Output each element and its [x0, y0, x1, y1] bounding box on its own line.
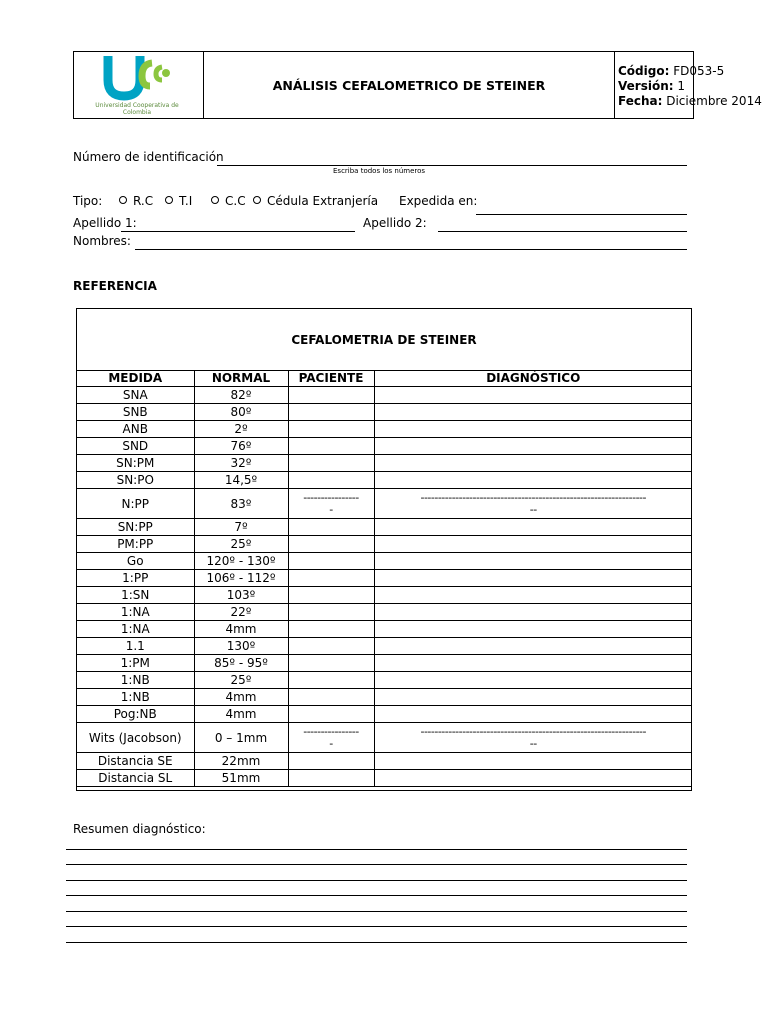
cell-medida: Distancia SE [77, 753, 194, 770]
tipo-label: Tipo: [73, 194, 103, 208]
apellido1-field[interactable] [121, 231, 355, 232]
cell-diagnostico[interactable] [374, 655, 692, 672]
cell-medida: SNB [77, 404, 194, 421]
cell-paciente[interactable] [288, 489, 374, 519]
cell-diagnostico[interactable] [374, 689, 692, 706]
cell-medida: 1:NA [77, 621, 194, 638]
resumen-line[interactable] [66, 849, 687, 850]
cell-paciente[interactable] [288, 689, 374, 706]
col-diagnostico: DIAGNÓSTICO [374, 370, 692, 387]
cell-normal: 120º - 130º [194, 553, 288, 570]
dash-placeholder: ----------------------------------------------------------------- [420, 724, 646, 738]
table-row [77, 638, 692, 655]
document-title: ANÁLISIS CEFALOMETRICO DE STEINER [204, 52, 615, 118]
cell-medida: SN:PM [77, 455, 194, 472]
cell-normal: 85º - 95º [194, 655, 288, 672]
fecha-value: Diciembre 2014 [666, 94, 762, 108]
cell-medida: 1:NA [77, 604, 194, 621]
dash-placeholder: ----------------------------------------------------------------- [420, 490, 646, 504]
table-title: CEFALOMETRIA DE STEINER [77, 309, 691, 371]
logo-cell [74, 52, 204, 118]
dash-placeholder: ---------------- [303, 724, 359, 738]
version-value: 1 [677, 79, 685, 93]
cell-medida: N:PP [77, 489, 194, 519]
table-row [77, 587, 692, 604]
cell-paciente[interactable] [288, 553, 374, 570]
cell-paciente[interactable] [288, 706, 374, 723]
table-row [77, 455, 692, 472]
cell-diagnostico[interactable] [374, 570, 692, 587]
cell-diagnostico[interactable] [374, 723, 692, 753]
dash-placeholder: - [329, 502, 333, 516]
nombres-field[interactable] [135, 249, 687, 250]
table-row [77, 770, 692, 787]
dash-placeholder: -- [529, 736, 537, 750]
cell-medida: 1.1 [77, 638, 194, 655]
cell-paciente[interactable] [288, 519, 374, 536]
cell-diagnostico[interactable] [374, 421, 692, 438]
cell-paciente[interactable] [288, 621, 374, 638]
cell-medida: ANB [77, 421, 194, 438]
id-label: Número de identificación [73, 150, 224, 164]
table-row [77, 536, 692, 553]
cell-medida: 1:NB [77, 689, 194, 706]
cell-paciente[interactable] [288, 536, 374, 553]
cell-normal: 32º [194, 455, 288, 472]
document-header [73, 51, 762, 119]
col-normal: NORMAL [194, 370, 288, 387]
cell-normal: 106º - 112º [194, 570, 288, 587]
id-hint: Escriba todos los números [333, 167, 426, 175]
cell-diagnostico[interactable] [374, 472, 692, 489]
table-row [77, 621, 692, 638]
table-body [77, 387, 692, 787]
cell-normal: 76º [194, 438, 288, 455]
apellido2-field[interactable] [438, 231, 687, 232]
table-row [77, 438, 692, 455]
codigo-value: FD053-5 [673, 64, 725, 78]
expedida-field[interactable] [476, 214, 687, 215]
cell-paciente[interactable] [288, 387, 374, 404]
fecha-label: Fecha: [618, 94, 663, 108]
cell-normal: 2º [194, 421, 288, 438]
dash-placeholder: -- [529, 502, 537, 516]
cell-paciente[interactable] [288, 655, 374, 672]
cell-diagnostico[interactable] [374, 553, 692, 570]
cell-normal: 7º [194, 519, 288, 536]
cell-diagnostico[interactable] [374, 489, 692, 519]
resumen-line[interactable] [66, 911, 687, 912]
table-row [77, 655, 692, 672]
table-row [77, 706, 692, 723]
cell-medida: Go [77, 553, 194, 570]
cell-diagnostico[interactable] [374, 438, 692, 455]
cell-normal: 25º [194, 672, 288, 689]
steiner-table-container [76, 308, 692, 791]
cell-paciente[interactable] [288, 421, 374, 438]
cell-diagnostico[interactable] [374, 519, 692, 536]
version-label: Versión: [618, 79, 674, 93]
cell-paciente[interactable] [288, 587, 374, 604]
cell-diagnostico[interactable] [374, 706, 692, 723]
col-medida: MEDIDA [77, 370, 194, 387]
expedida-label: Expedida en: [399, 194, 478, 208]
table-row [77, 689, 692, 706]
cell-normal: 22º [194, 604, 288, 621]
radio-extranjeria[interactable] [253, 196, 261, 204]
table-row [77, 753, 692, 770]
resumen-line[interactable] [66, 880, 687, 881]
cell-normal: 22mm [194, 753, 288, 770]
cell-diagnostico[interactable] [374, 387, 692, 404]
radio-rc[interactable] [119, 196, 127, 204]
referencia-heading: REFERENCIA [73, 279, 157, 293]
cell-normal: 4mm [194, 706, 288, 723]
cell-medida: Wits (Jacobson) [77, 723, 194, 753]
table-row [77, 489, 692, 519]
cell-paciente[interactable] [288, 472, 374, 489]
dash-placeholder: ---------------- [303, 490, 359, 504]
cell-normal: 4mm [194, 689, 288, 706]
table-row [77, 404, 692, 421]
cell-paciente[interactable] [288, 723, 374, 753]
cell-medida: Pog:NB [77, 706, 194, 723]
cell-medida: 1:SN [77, 587, 194, 604]
cell-normal: 14,5º [194, 472, 288, 489]
table-header-row [77, 370, 692, 387]
cell-medida: SNA [77, 387, 194, 404]
cell-diagnostico[interactable] [374, 404, 692, 421]
resumen-line[interactable] [66, 864, 687, 865]
cell-diagnostico[interactable] [374, 587, 692, 604]
cell-diagnostico[interactable] [374, 672, 692, 689]
cell-paciente[interactable] [288, 638, 374, 655]
cell-paciente[interactable] [288, 438, 374, 455]
table-row [77, 421, 692, 438]
resumen-line[interactable] [66, 942, 687, 943]
apellido2-label: Apellido 2: [363, 216, 427, 230]
cell-normal: 82º [194, 387, 288, 404]
cell-normal: 25º [194, 536, 288, 553]
resumen-line[interactable] [66, 895, 687, 896]
dash-placeholder: - [329, 736, 333, 750]
cell-diagnostico[interactable] [374, 638, 692, 655]
cell-medida: Distancia SL [77, 770, 194, 787]
cell-diagnostico[interactable] [374, 770, 692, 787]
id-field[interactable] [217, 165, 687, 166]
resumen-line[interactable] [66, 926, 687, 927]
logo-caption: Universidad Cooperativa de Colombia [95, 102, 179, 116]
table-row [77, 472, 692, 489]
cell-normal: 103º [194, 587, 288, 604]
cell-medida: SN:PP [77, 519, 194, 536]
cell-normal: 0 – 1mm [194, 723, 288, 753]
cell-diagnostico[interactable] [374, 621, 692, 638]
cell-medida: SND [77, 438, 194, 455]
cell-paciente[interactable] [288, 770, 374, 787]
table-row [77, 387, 692, 404]
apellido1-label: Apellido 1: [73, 216, 137, 230]
cell-diagnostico[interactable] [374, 753, 692, 770]
steiner-table [77, 370, 692, 787]
cell-diagnostico[interactable] [374, 604, 692, 621]
radio-rc-label: R.C [133, 194, 154, 208]
cell-paciente[interactable] [288, 753, 374, 770]
cell-normal: 51mm [194, 770, 288, 787]
cell-paciente[interactable] [288, 404, 374, 421]
table-row [77, 723, 692, 753]
cell-paciente[interactable] [288, 604, 374, 621]
cell-normal: 83º [194, 489, 288, 519]
cell-normal: 80º [194, 404, 288, 421]
resumen-label: Resumen diagnóstico: [73, 822, 206, 836]
cell-medida: 1:NB [77, 672, 194, 689]
cell-diagnostico[interactable] [374, 455, 692, 472]
radio-ti-label: T.I [179, 194, 193, 208]
table-row [77, 672, 692, 689]
cell-paciente[interactable] [288, 455, 374, 472]
document-meta [615, 52, 762, 118]
cell-medida: PM:PP [77, 536, 194, 553]
radio-cc[interactable] [211, 196, 219, 204]
codigo-label: Código: [618, 64, 670, 78]
cell-normal: 4mm [194, 621, 288, 638]
cell-medida: 1:PM [77, 655, 194, 672]
cell-paciente[interactable] [288, 570, 374, 587]
table-row [77, 553, 692, 570]
nombres-label: Nombres: [73, 234, 131, 248]
cell-medida: SN:PO [77, 472, 194, 489]
cell-diagnostico[interactable] [374, 536, 692, 553]
table-row [77, 570, 692, 587]
col-paciente: PACIENTE [288, 370, 374, 387]
cell-normal: 130º [194, 638, 288, 655]
cell-paciente[interactable] [288, 672, 374, 689]
radio-extranjeria-label: Cédula Extranjería [267, 194, 379, 208]
cell-medida: 1:PP [77, 570, 194, 587]
table-row [77, 519, 692, 536]
table-row [77, 604, 692, 621]
radio-ti[interactable] [165, 196, 173, 204]
radio-cc-label: C.C [225, 194, 246, 208]
